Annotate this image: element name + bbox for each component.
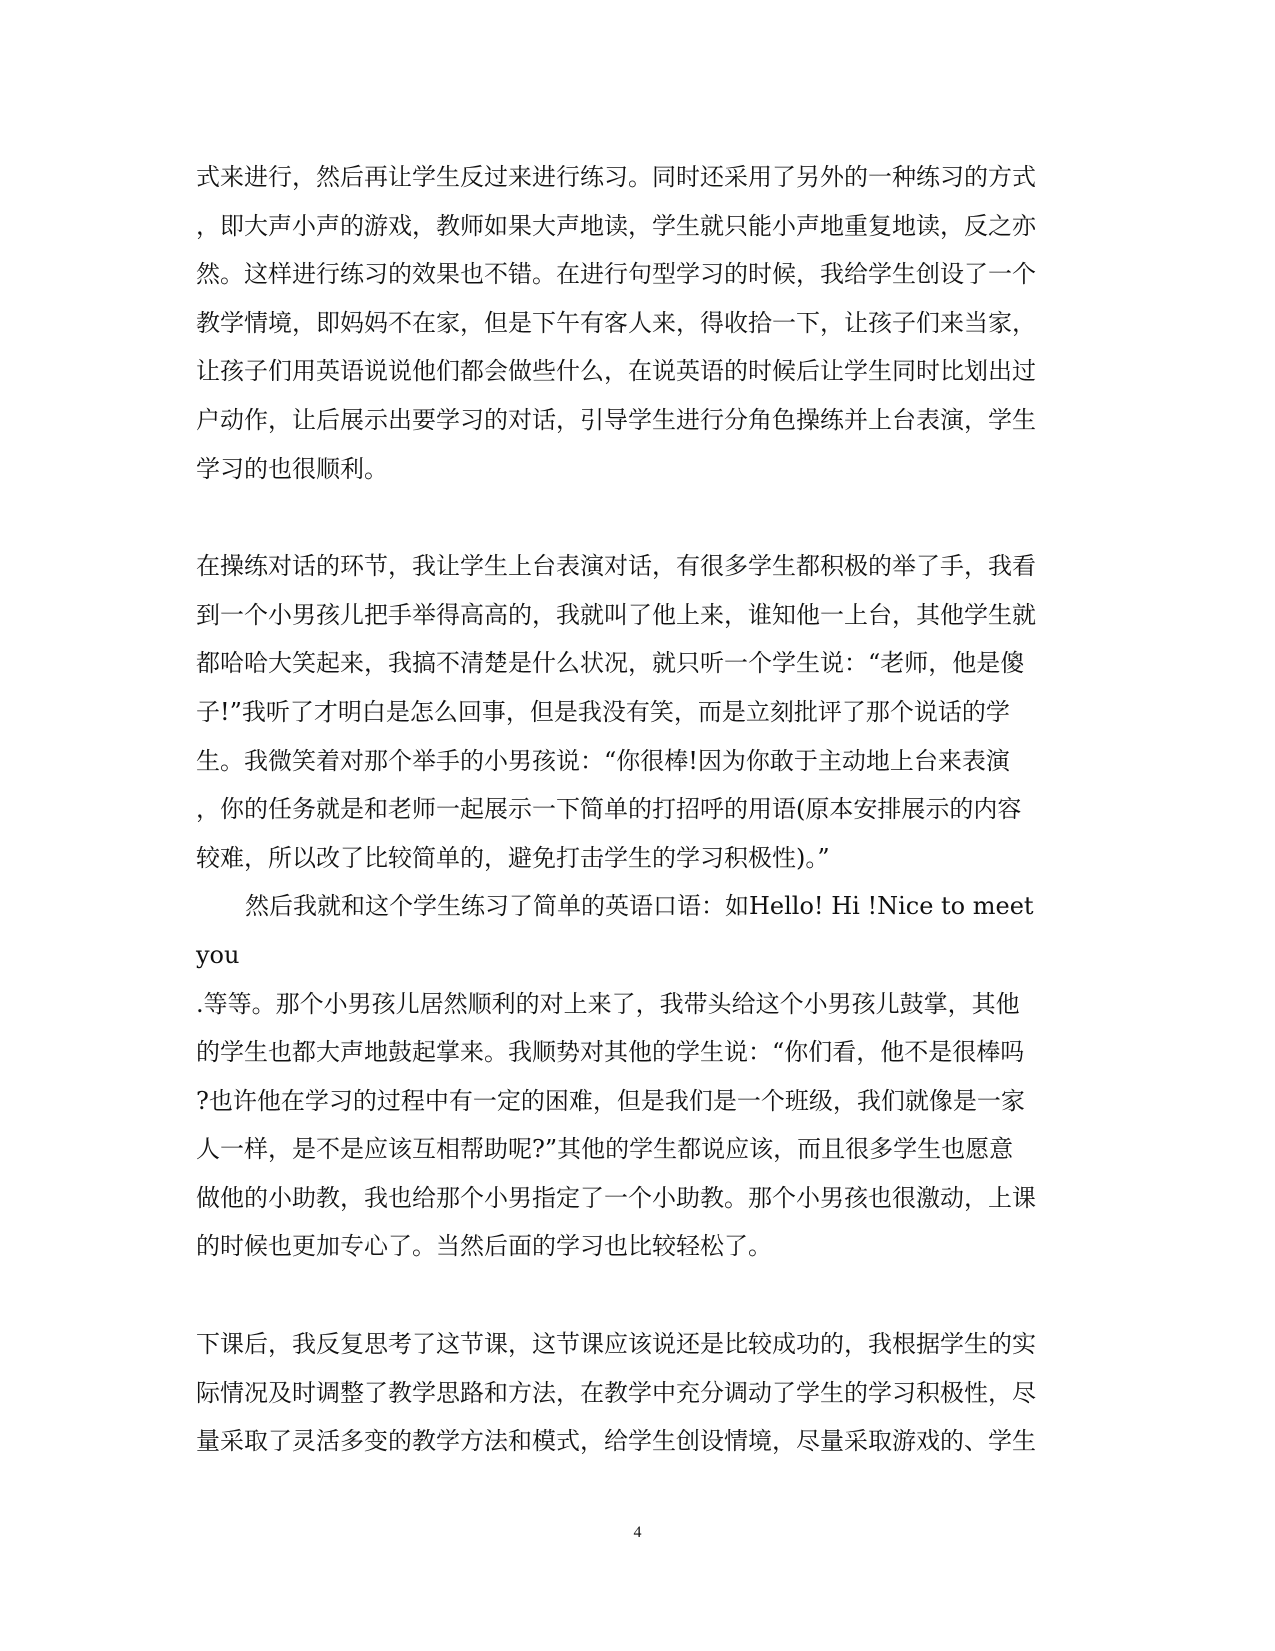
text-line: ?也许他在学习的过程中有一定的困难，但是我们是一个班级，我们就像是一家 <box>196 1086 1025 1115</box>
document-body <box>196 153 1076 1466</box>
text-line: 生。我微笑着对那个举手的小男孩说：“你很棒!因为你敢于主动地上台来表演 <box>196 746 1010 775</box>
text-line: 的时候也更加专心了。当然后面的学习也比较轻松了。 <box>196 1232 772 1261</box>
page-number: 4 <box>633 1524 642 1541</box>
text-line: 让孩子们用英语说说他们都会做些什么，在说英语的时候后让学生同时比划出过 <box>196 357 1036 386</box>
text-line: 教学情境，即妈妈不在家，但是下午有客人来，得收拾一下，让孩子们来当家， <box>196 308 1036 337</box>
text-line: ，即大声小声的游戏，教师如果大声地读，学生就只能小声地重复地读，反之亦 <box>196 211 1036 240</box>
text-line: 量采取了灵活多变的教学方法和模式，给学生创设情境，尽量采取游戏的、学生 <box>196 1427 1036 1456</box>
text-line: 然。这样进行练习的效果也不错。在进行句型学习的时候，我给学生创设了一个 <box>196 260 1036 289</box>
text-line: 到一个小男孩儿把手举得高高的，我就叫了他上来，谁知他一上台，其他学生就 <box>196 600 1036 629</box>
text-line: 在操练对话的环节，我让学生上台表演对话，有很多学生都积极的举了手，我看 <box>196 552 1036 581</box>
text-line: 然后我就和这个学生练习了简单的英语口语：如Hello! Hi !Nice to meet <box>245 892 1034 921</box>
text-line: 都哈哈大笑起来，我搞不清楚是什么状况，就只听一个学生说：“老师，他是傻 <box>196 649 1025 678</box>
paragraph-spacer <box>196 493 1076 542</box>
text-line: you <box>196 940 240 969</box>
text-line: 际情况及时调整了教学思路和方法，在教学中充分调动了学生的学习积极性，尽 <box>196 1378 1036 1407</box>
paragraph <box>196 882 1076 1271</box>
text-line: .等等。那个小男孩儿居然顺利的对上来了，我带头给这个小男孩儿鼓掌，其他 <box>196 989 1020 1018</box>
text-line: 下课后，我反复思考了这节课，这节课应该说还是比较成功的，我根据学生的实 <box>196 1330 1036 1359</box>
text-line: 较难，所以改了比较简单的，避免打击学生的学习积极性)。” <box>196 843 830 872</box>
text-line: 做他的小助教，我也给那个小男指定了一个小助教。那个小男孩也很激动，上课 <box>196 1183 1036 1212</box>
text-line: 人一样，是不是应该互相帮助呢?”其他的学生都说应该，而且很多学生也愿意 <box>196 1135 1014 1164</box>
text-line: 户动作，让后展示出要学习的对话，引导学生进行分角色操练并上台表演，学生 <box>196 405 1036 434</box>
text-line: 的学生也都大声地鼓起掌来。我顺势对其他的学生说：“你们看，他不是很棒吗 <box>196 1038 1025 1067</box>
text-line: ，你的任务就是和老师一起展示一下简单的打招呼的用语(原本安排展示的内容 <box>196 795 1022 824</box>
paragraph-spacer <box>196 1271 1076 1320</box>
paragraph <box>196 542 1076 882</box>
text-line: 子!”我听了才明白是怎么回事，但是我没有笑，而是立刻批评了那个说话的学 <box>196 697 1010 726</box>
paragraph <box>196 153 1076 493</box>
text-line: 学习的也很顺利。 <box>196 454 388 483</box>
paragraph <box>196 1320 1076 1466</box>
text-line: 式来进行，然后再让学生反过来进行练习。同时还采用了另外的一种练习的方式 <box>196 163 1036 191</box>
